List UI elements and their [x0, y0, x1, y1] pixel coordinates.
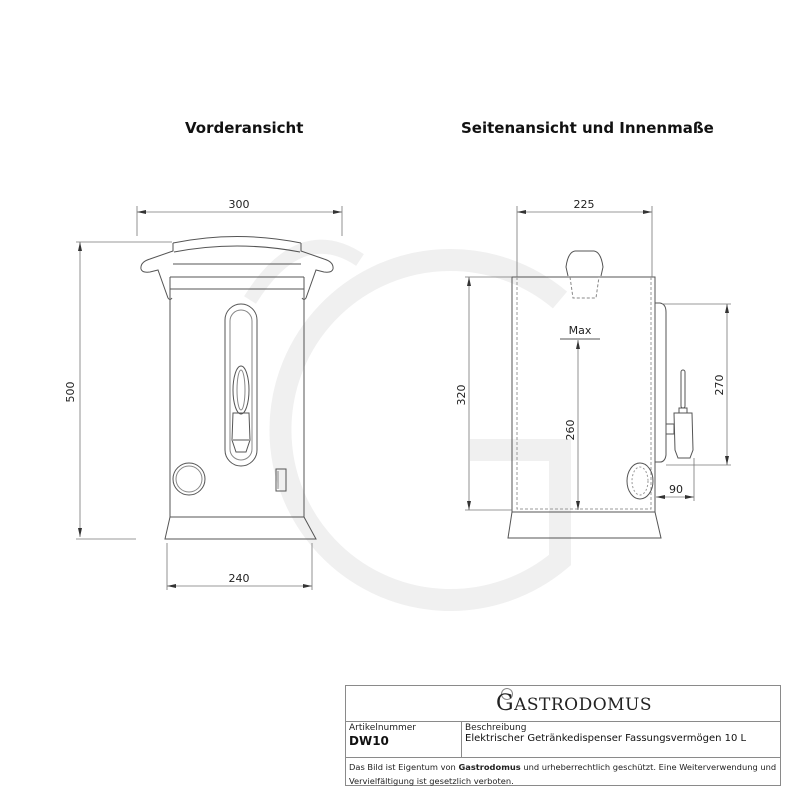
side-dimensions [465, 206, 731, 510]
front-height-label: 500 [64, 381, 77, 403]
front-width-label: 300 [228, 198, 250, 211]
article-number-label: Artikelnummer [349, 723, 416, 733]
watermark-logo-icon [250, 247, 560, 600]
side-view-title: Seitenansicht und Innenmaße [461, 119, 714, 137]
side-inner-height-label: 320 [455, 384, 468, 406]
copyright-notice: Das Bild ist Eigentum von Gastrodomus und urheberrechtlich geschützt. Eine Weiterverwendung und Vervielfältigung ist gesetzlich verboten. [349, 762, 777, 786]
front-view [141, 237, 333, 540]
article-cell [346, 722, 462, 757]
brand-logo: GASTRODOMUS [496, 691, 653, 716]
tap-height-label: 270 [713, 374, 726, 396]
front-view-title: Vorderansicht [185, 119, 304, 137]
article-number: DW10 [349, 734, 389, 748]
description-text: Elektrischer Getränkedispenser Fassungsvermögen 10 L [465, 733, 747, 744]
description-cell [462, 722, 780, 757]
logo-row [346, 686, 780, 722]
max-fill-height-label: 260 [564, 419, 577, 441]
title-block [345, 685, 781, 786]
side-depth-label: 225 [573, 198, 595, 211]
tap-projection-label: 90 [669, 483, 683, 496]
description-label: Beschreibung [465, 723, 527, 733]
max-fill-label: Max [568, 324, 592, 337]
front-base-width-label: 240 [228, 572, 250, 585]
article-row [346, 722, 780, 758]
